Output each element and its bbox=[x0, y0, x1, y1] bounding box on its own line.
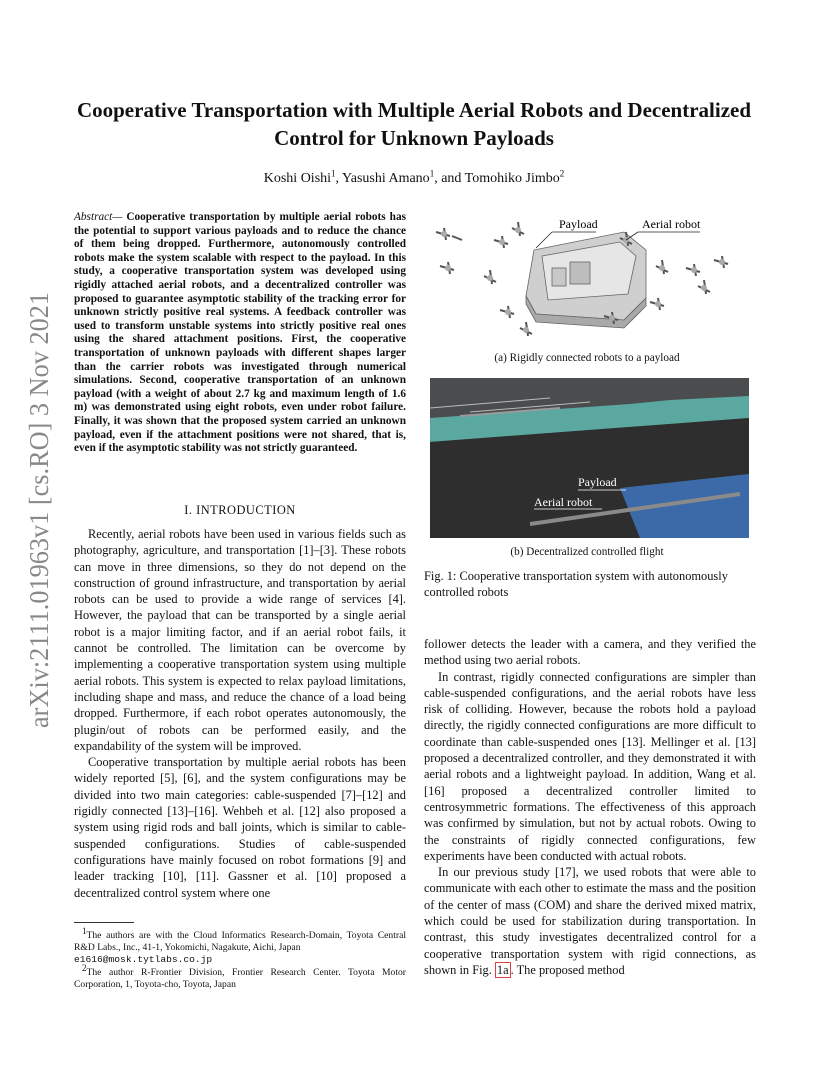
figure-reference-link[interactable]: 1a bbox=[496, 962, 509, 977]
figure-1a-caption: (a) Rigidly connected robots to a payload bbox=[494, 352, 680, 364]
paragraph: Recently, aerial robots have been used in various fields such as photography, agriculture, and transportation [1]–[3]. These robots can move in three dimensions, so they do not depend on the construction of ground infrastructure, and transportation by aerial robots can be used to provide a wide range of services [4]. However, the payload that can be transported by a single aerial robot is a major limiting factor, and if an aerial robot fails, it cannot be controlled. The limitation can be overcome by implementing a cooperative transportation system using multiple aerial robots. This system is expected to relax payload limitations, including shape and mass, and reduce the chance of a load being dropped. Furthermore, if each robot operates autonomously, the plugin/out of robots can be performed easily, and the expandability of the system will be improved. bbox=[74, 527, 406, 753]
figure-1-caption: Fig. 1: Cooperative transportation system with autonomously controlled robots bbox=[424, 569, 728, 600]
footnote-1 bbox=[74, 925, 406, 966]
author-name: Yasushi Amano bbox=[342, 171, 430, 186]
author-affiliation: 1 bbox=[331, 168, 336, 179]
abstract-text: Cooperative transportation by multiple aerial robots has the potential to support various payloads and to reduce the chance of them being dropped. Furthermore, autonomously controlled robots make the system scalable with respect to the payload. In this study, a cooperative transportation system was developed using rigidly attached aerial robots, and a decentralized controller was proposed to guarantee asymptotic stability of the tracking error for unknown strictly positive real systems. A feedback controller was used to transform unstable systems into strictly positive real ones using the shared attachment positions. First, the cooperative transportation of unknown payloads with different shapes larger than the carrier robots was investigated through numerical simulations. Second, cooperative transportation of an unknown payload (with a weight of about 2.7 kg and maximum length of 1.6 m) was demonstrated using eight robots, even under robot failure. Finally, it was shown that the proposed system carried an unknown payload, even if the attachment positions were not shared, that is, even if the asymptotic stability was not strictly guaranteed. bbox=[74, 211, 407, 455]
paragraph: In contrast, rigidly connected configurations are simpler than cable-suspended configurations, and the aerial robots have less risk of colliding. However, because the robots hold a payload directly, the rigidly connected configurations are more difficult to coordinate than cable-suspended ones [13]. Mellinger et al. [13] proposed a decentralized controller, and they demonstrated it with aerial robots and a lightweight payload. In addition, Wang et al. [16] proposed a decentralized controller limited to centrosymmetric formations. The effectiveness of this approach was confirmed by simulation, but not by actual robots. Owing to the constraints of rigidly connected configurations, few experiments have been conducted with actual robots. bbox=[424, 669, 756, 863]
footnotes bbox=[74, 925, 406, 992]
author-line: Koshi Oishi$^1$, Yasushi Amano$^1$, and Tomohiko Jimbo$^2$ bbox=[263, 168, 565, 186]
footnote-email: e1616@mosk.tytlabs.co.jp bbox=[74, 954, 213, 965]
arxiv-identifier: arXiv:2111.01963v1 [cs.RO] 3 Nov 2021 bbox=[24, 290, 54, 728]
paragraph: Cooperative transportation by multiple aerial robots has been widely reported [5], [6], and the system configurations may be divided into two main categories: cable-suspended [7]–[12] and rigidly connected [13]–[16]. Wehbeh et al. [12] also proposed a system using rigid rods and ball joints, which is similar to cable-suspended configurations. Studies of cable-suspended configurations have mainly focused on robot formations [9] and leader tracking [10], [11]. Gassner et al. [10] proposed a decentralized control system where one bbox=[74, 755, 406, 900]
abstract-lead: Abstract bbox=[74, 211, 113, 223]
photo-label-aerial-robot: Aerial robot bbox=[534, 495, 593, 509]
footnote-mark: 1 bbox=[82, 925, 87, 936]
figure-1b-photo bbox=[430, 378, 749, 538]
figure-1a-illustration bbox=[424, 210, 750, 350]
abstract: Abstract— Cooperative transportation by multiple aerial robots has the potential to support various payloads and to reduce the chance of them being dropped. Furthermore, autonomously controlled robots make the system scalable with respect to the payload. In this study, a cooperative transportation system was developed using rigidly attached aerial robots, and a decentralized controller was proposed to guarantee asymptotic stability of the tracking error for unknown strictly positive real systems. A feedback controller was used to transform unstable systems into strictly positive real ones using the shared attachment positions. First, the cooperative transportation of unknown payloads with different shapes larger than the carrier robots was investigated through numerical simulations. Second, cooperative transportation of an unknown payload (with a weight of about 2.7 kg and maximum length of 1.6 m) was demonstrated using eight robots, even under robot failure. Finally, it was shown that the proposed system carried an unknown payload, even if the attachment positions were not shared, that is, even if the asymptotic stability was not strictly guaranteed. bbox=[74, 211, 407, 455]
label-aerial-robot: Aerial robot bbox=[642, 217, 701, 231]
author-affiliation: 1 bbox=[429, 168, 435, 179]
right-column-body bbox=[424, 636, 756, 978]
footnote-rule bbox=[74, 922, 134, 923]
paragraph: In our previous study [17], we used robots that were able to communicate with each other to estimate the mass and the position of the center of mass (COM) and share the derived mixed matrix, which could be used for stabilization during transportation. In contrast, this study investigates decentralized control for a cooperative transportation system with rigid connections, as shown in Fig. 1a . The proposed method bbox=[424, 865, 756, 977]
footnote-text: The authors are with the Cloud Informatics Research-Domain, Toyota Central R&D Labs., Inc., 41-1, Yokomichi, Nagakute, Aichi, Japan bbox=[74, 930, 406, 953]
author-affiliation: 2 bbox=[559, 168, 565, 179]
footnote-2 bbox=[74, 962, 406, 991]
author-name: Koshi Oishi bbox=[263, 171, 332, 186]
arxiv-stamp bbox=[6, 290, 62, 730]
label-payload: Payload bbox=[559, 217, 598, 231]
figure-1b-caption: (b) Decentralized controlled flight bbox=[510, 546, 664, 558]
photo-label-payload: Payload bbox=[578, 475, 617, 489]
footnote-text: The author R-Frontier Division, Frontier Research Center. Toyota Motor Corporation, 1, Toyota-cho, Toyota, Japan bbox=[74, 967, 406, 990]
author-name: Tomohiko Jimbo bbox=[464, 171, 560, 186]
section-heading: I. INTRODUCTION bbox=[184, 503, 296, 517]
footnote-mark: 2 bbox=[82, 962, 87, 973]
paragraph: follower detects the leader with a camera, and they verified the method using two aerial robots. bbox=[424, 637, 756, 668]
paper-title: Cooperative Transportation with Multiple Aerial Robots and Decentralized Control for Unknown Payloads bbox=[76, 98, 752, 150]
left-column-body bbox=[74, 526, 406, 901]
